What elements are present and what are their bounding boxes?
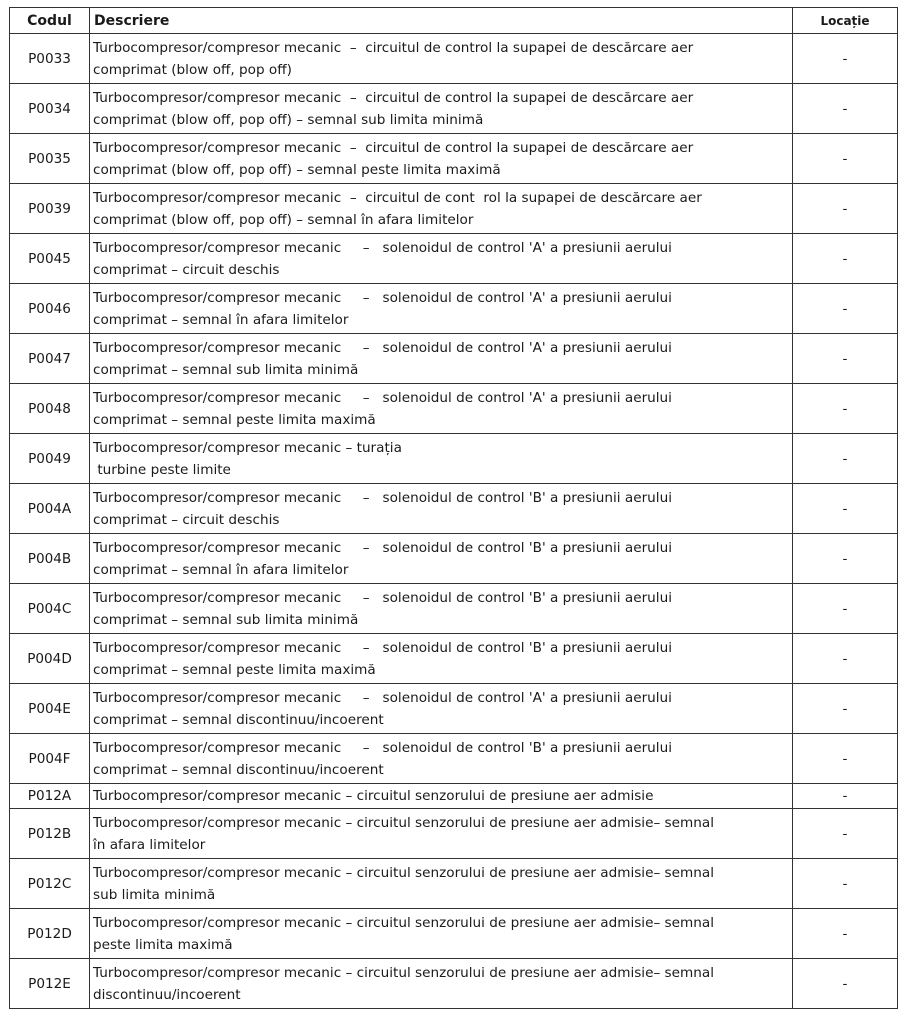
description-line-1: Turbocompresor/compresor mecanic – solenoidul de control 'A' a presiunii aerului <box>93 289 672 306</box>
table-body <box>10 34 898 1009</box>
dtc-code: P0034 <box>10 84 90 134</box>
dtc-description <box>90 84 793 134</box>
description-line-2: comprimat (blow off, pop off) <box>93 61 292 78</box>
dtc-code: P012A <box>10 784 90 809</box>
description-line-2: comprimat (blow off, pop off) – semnal sub limita minimă <box>93 111 484 128</box>
table-row <box>10 484 898 534</box>
table-row <box>10 859 898 909</box>
dtc-description <box>90 859 793 909</box>
dtc-location: - <box>793 959 898 1009</box>
table-row <box>10 909 898 959</box>
description-line-2: comprimat – semnal peste limita maximă <box>93 411 376 428</box>
description-line-2: comprimat – semnal în afara limitelor <box>93 311 349 328</box>
description-line-1: Turbocompresor/compresor mecanic – circuitul de control la supapei de descărcare aer <box>93 39 694 56</box>
description-line-1: Turbocompresor/compresor mecanic – circuitul senzorului de presiune aer admisie– semnal <box>93 814 714 831</box>
description-line-1: Turbocompresor/compresor mecanic – solenoidul de control 'B' a presiunii aerului <box>93 589 672 606</box>
dtc-description <box>90 584 793 634</box>
description-line-1: Turbocompresor/compresor mecanic – solenoidul de control 'B' a presiunii aerului <box>93 539 672 556</box>
description-line-1: Turbocompresor/compresor mecanic – circuitul senzorului de presiune aer admisie <box>93 788 654 804</box>
table-row <box>10 84 898 134</box>
description-line-1: Turbocompresor/compresor mecanic – solenoidul de control 'B' a presiunii aerului <box>93 489 672 506</box>
table-row <box>10 384 898 434</box>
table-row <box>10 184 898 234</box>
dtc-description <box>90 34 793 84</box>
dtc-code: P0035 <box>10 134 90 184</box>
table-row <box>10 534 898 584</box>
dtc-table <box>9 7 898 1009</box>
dtc-code: P0039 <box>10 184 90 234</box>
table-row <box>10 734 898 784</box>
dtc-code: P004D <box>10 634 90 684</box>
description-line-2: comprimat – circuit deschis <box>93 511 280 528</box>
dtc-location: - <box>793 784 898 809</box>
dtc-description <box>90 134 793 184</box>
description-line-2: comprimat – semnal discontinuu/incoerent <box>93 761 384 778</box>
dtc-location: - <box>793 909 898 959</box>
dtc-code: P0045 <box>10 234 90 284</box>
table-row <box>10 634 898 684</box>
table-row <box>10 234 898 284</box>
dtc-location: - <box>793 809 898 859</box>
dtc-description <box>90 184 793 234</box>
description-line-2: comprimat – circuit deschis <box>93 261 280 278</box>
description-line-1: Turbocompresor/compresor mecanic – solenoidul de control 'A' a presiunii aerului <box>93 389 672 406</box>
dtc-code: P012D <box>10 909 90 959</box>
table-row <box>10 684 898 734</box>
dtc-description <box>90 959 793 1009</box>
dtc-description <box>90 484 793 534</box>
description-line-1: Turbocompresor/compresor mecanic – circuitul senzorului de presiune aer admisie– semnal <box>93 914 714 931</box>
dtc-code: P004B <box>10 534 90 584</box>
description-line-2: comprimat – semnal sub limita minimă <box>93 361 359 378</box>
description-line-2: discontinuu/incoerent <box>93 986 241 1003</box>
table-row <box>10 334 898 384</box>
dtc-location: - <box>793 34 898 84</box>
dtc-code: P0049 <box>10 434 90 484</box>
header-location: Locație <box>793 8 898 34</box>
description-line-2: sub limita minimă <box>93 886 216 903</box>
dtc-location: - <box>793 234 898 284</box>
dtc-code: P004F <box>10 734 90 784</box>
header-description: Descriere <box>90 8 793 34</box>
dtc-location: - <box>793 384 898 434</box>
header-code: Codul <box>10 8 90 34</box>
description-line-2: comprimat (blow off, pop off) – semnal în afara limitelor <box>93 211 474 228</box>
dtc-code: P004C <box>10 584 90 634</box>
table-row <box>10 284 898 334</box>
dtc-location: - <box>793 434 898 484</box>
dtc-location: - <box>793 84 898 134</box>
dtc-description <box>90 434 793 484</box>
dtc-code: P0033 <box>10 34 90 84</box>
description-line-1: Turbocompresor/compresor mecanic – solenoidul de control 'B' a presiunii aerului <box>93 639 672 656</box>
dtc-location: - <box>793 584 898 634</box>
description-line-1: Turbocompresor/compresor mecanic – solenoidul de control 'A' a presiunii aerului <box>93 689 672 706</box>
dtc-location: - <box>793 684 898 734</box>
table-row <box>10 584 898 634</box>
dtc-description <box>90 534 793 584</box>
description-line-2: comprimat – semnal peste limita maximă <box>93 661 376 678</box>
dtc-description <box>90 734 793 784</box>
description-line-2: turbine peste limite <box>93 461 231 478</box>
description-line-1: Turbocompresor/compresor mecanic – turația <box>93 439 402 456</box>
description-line-1: Turbocompresor/compresor mecanic – solenoidul de control 'B' a presiunii aerului <box>93 739 672 756</box>
dtc-code: P004A <box>10 484 90 534</box>
dtc-description <box>90 234 793 284</box>
description-line-1: Turbocompresor/compresor mecanic – circuitul de cont rol la supapei de descărcare aer <box>93 189 702 206</box>
description-line-1: Turbocompresor/compresor mecanic – circuitul senzorului de presiune aer admisie– semnal <box>93 964 714 981</box>
description-line-1: Turbocompresor/compresor mecanic – circuitul senzorului de presiune aer admisie– semnal <box>93 864 714 881</box>
dtc-description <box>90 334 793 384</box>
dtc-location: - <box>793 334 898 384</box>
description-line-2: comprimat – semnal discontinuu/incoerent <box>93 711 384 728</box>
table-row <box>10 434 898 484</box>
table-row <box>10 34 898 84</box>
dtc-location: - <box>793 484 898 534</box>
description-line-1: Turbocompresor/compresor mecanic – circuitul de control la supapei de descărcare aer <box>93 89 694 106</box>
table-row <box>10 134 898 184</box>
dtc-description <box>90 384 793 434</box>
dtc-code: P0047 <box>10 334 90 384</box>
dtc-description <box>90 634 793 684</box>
dtc-code: P012B <box>10 809 90 859</box>
dtc-location: - <box>793 734 898 784</box>
dtc-description <box>90 284 793 334</box>
dtc-description <box>90 809 793 859</box>
table-row <box>10 959 898 1009</box>
description-line-2: comprimat (blow off, pop off) – semnal peste limita maximă <box>93 161 501 178</box>
dtc-code: P012E <box>10 959 90 1009</box>
dtc-code: P012C <box>10 859 90 909</box>
description-line-2: comprimat – semnal sub limita minimă <box>93 611 359 628</box>
dtc-code: P004E <box>10 684 90 734</box>
dtc-location: - <box>793 534 898 584</box>
description-line-2: în afara limitelor <box>93 836 206 853</box>
dtc-location: - <box>793 859 898 909</box>
description-line-1: Turbocompresor/compresor mecanic – solenoidul de control 'A' a presiunii aerului <box>93 339 672 356</box>
dtc-code: P0048 <box>10 384 90 434</box>
table-row <box>10 809 898 859</box>
description-line-1: Turbocompresor/compresor mecanic – circuitul de control la supapei de descărcare aer <box>93 139 694 156</box>
dtc-code: P0046 <box>10 284 90 334</box>
table-header-row <box>10 8 898 34</box>
description-line-2: comprimat – semnal în afara limitelor <box>93 561 349 578</box>
dtc-location: - <box>793 184 898 234</box>
dtc-location: - <box>793 634 898 684</box>
description-line-2: peste limita maximă <box>93 936 233 953</box>
dtc-location: - <box>793 284 898 334</box>
dtc-location: - <box>793 134 898 184</box>
dtc-description <box>90 684 793 734</box>
dtc-description <box>90 784 793 809</box>
dtc-description <box>90 909 793 959</box>
table-row <box>10 784 898 809</box>
description-line-1: Turbocompresor/compresor mecanic – solenoidul de control 'A' a presiunii aerului <box>93 239 672 256</box>
